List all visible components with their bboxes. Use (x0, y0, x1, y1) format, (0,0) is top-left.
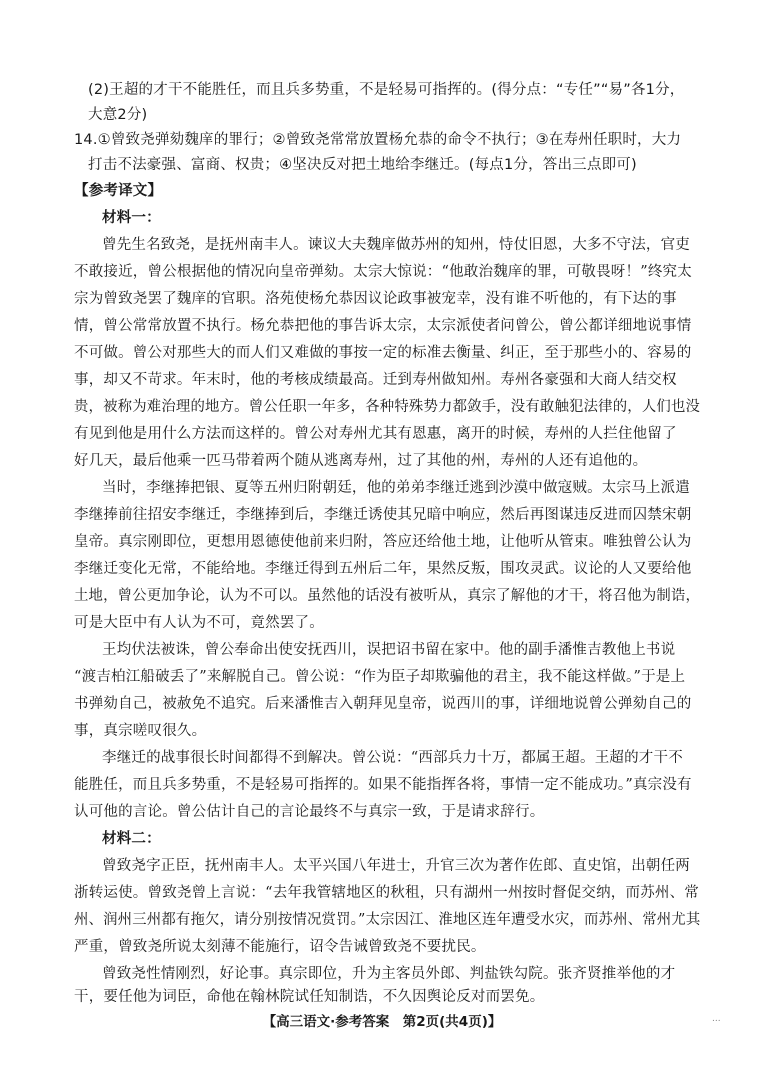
m1-p1-line: 好几天，最后他乘一匹马带着两个随从逃离寿州，过了其他的州，寿州的人还有追他的。 (74, 453, 648, 469)
m1-p2-line: 李继迁变化无常，不能给地。李继迁得到五州后二年，果然反叛，围攻灵武。议论的人又要给他 (74, 561, 692, 577)
m1-p1-line: 事，却又不苛求。年末时，他的考核成绩最高。迁到寿州做知州。寿州各豪强和大商人结交权 (74, 372, 677, 388)
material-2-heading: 材料二： (102, 830, 161, 847)
section-title: 【参考译文】 (74, 182, 163, 199)
m2-p2-line: 干，要任他为词臣，命他在翰林院试任知制诰，不久因舆论反对而罢免。 (74, 989, 545, 1005)
m2-p1-line: 州、润州三州都有拖欠，请分别按情况赏罚。”太宗因江、淮地区连年遭受水灾，而苏州、常州尤其 (74, 912, 701, 928)
material-1-heading: 材料一： (102, 209, 161, 226)
m1-p3-line: 书弹劾自己，被赦免不追究。后来潘惟吉入朝拜见皇帝，说西川的事，详细地说曾公弹劾自己的 (74, 696, 692, 712)
corner-mark: ... (712, 1014, 721, 1024)
m1-p3-line: “渡吉柏江船破丢了”来解脱自己。曾公说：“作为臣子却欺骗他的君主，我不能这样做。”于是上 (74, 669, 686, 685)
m1-p4-line: 能胜任，而且兵多势重，不是轻易可指挥的。如果不能指挥各将，事情一定不能成功。”真宗没有 (74, 777, 692, 793)
m1-p4-line: 认可他的言论。曾公估计自己的言论最终不与真宗一致，于是请求辞行。 (74, 804, 545, 820)
m2-p1-line: 曾致尧字正臣，抚州南丰人。太平兴国八年进士，升官三次为著作佐郎、直史馆，出朝任两 (102, 858, 690, 874)
m2-p1-line: 浙转运使。曾致尧曾上言说：“去年我管辖地区的秋租，只有湖州一州按时督促交纳，而苏州、常 (74, 885, 700, 901)
m1-p2-line: 可是大臣中有人认为不可，竟然罢了。 (74, 615, 324, 631)
m1-p3-line: 事，真宗嗟叹很久。 (74, 723, 207, 739)
m1-p2-line: 土地，曾公更加争论，认为不可以。虽然他的话没有被听从，真宗了解他的才干，将召他为制诰， (74, 588, 701, 604)
m1-p4-line: 李继迁的战事很长时间都得不到解决。曾公说：“西部兵力十万，都属王超。王超的才干不 (102, 750, 683, 766)
m2-p2-line: 曾致尧性情刚烈，好论事。真宗即位，升为主客员外郎、判盐铁勾院。张齐贤推举他的才 (102, 966, 676, 982)
answer-14-line-1: 14.①曾致尧弹劾魏庠的罪行；②曾致尧常常放置杨允恭的命令不执行；③在寿州任职时，大力 (74, 132, 682, 148)
answer-13-2-line-1: (2)王超的才干不能胜任，而且兵多势重，不是轻易可指挥的。(得分点：“专任”“易”各1分， (88, 82, 685, 98)
m1-p2-line: 当时，李继捧把银、夏等五州归附朝廷，他的弟弟李继迁逃到沙漠中做寇贼。太宗马上派遣 (102, 480, 690, 496)
m1-p2-line: 皇帝。真宗刚即位，更想用恩德使他前来归附，答应还给他土地，让他听从管束。唯独曾公认为 (74, 534, 692, 550)
page-footer: 【高三语文·参考答案 第2页(共4页)】 (262, 1014, 502, 1030)
m1-p2-line: 李继捧前往招安李继迁，李继捧到后，李继迁诱使其兄暗中响应，然后再图谋违反进而囚禁宋朝 (74, 507, 692, 523)
m1-p1-line: 宗为曾致尧罢了魏庠的官职。洛苑使杨允恭因议论政事被宠幸，没有谁不听他的，有下达的事 (74, 291, 677, 307)
answer-14-line-2: 打击不法豪强、富商、权贵；④坚决反对把土地给李继迁。(每点1分，答出三点即可) (88, 157, 637, 173)
m1-p3-line: 王均伏法被诛，曾公奉命出使安抚西川，误把诏书留在家中。他的副手潘惟吉教他上书说 (102, 642, 676, 658)
m1-p1-line: 不可做。曾公对那些大的而人们又难做的事按一定的标准去衡量、纠正，至于那些小的、容易的 (74, 345, 692, 361)
m1-p1-line: 不敢接近，曾公根据他的情况向皇帝弹劾。太宗大惊说：“他敢治魏庠的罪，可敬畏呀！”终究太 (74, 264, 692, 280)
m1-p1-line: 有见到他是用什么方法而这样的。曾公对寿州尤其有恩惠，离开的时候，寿州的人拦住他留了 (74, 426, 677, 442)
m1-p1-line: 贵，被称为难治理的地方。曾公任职一年多，各种特殊势力都敛手，没有敢触犯法律的，人们也没 (74, 399, 701, 415)
m2-p1-line: 严重，曾致尧所说太刻薄不能施行，诏令告诫曾致尧不要扰民。 (74, 939, 486, 955)
answer-13-2-line-2: 大意2分) (88, 107, 148, 123)
m1-p1-line: 情，曾公常常放置不执行。杨允恭把他的事告诉太宗，太宗派使者问曾公，曾公都详细地说事情 (74, 318, 692, 334)
m1-p1-line: 曾先生名致尧，是抚州南丰人。谏议大夫魏庠做苏州的知州，恃仗旧恩，大多不守法，官吏 (102, 237, 690, 253)
